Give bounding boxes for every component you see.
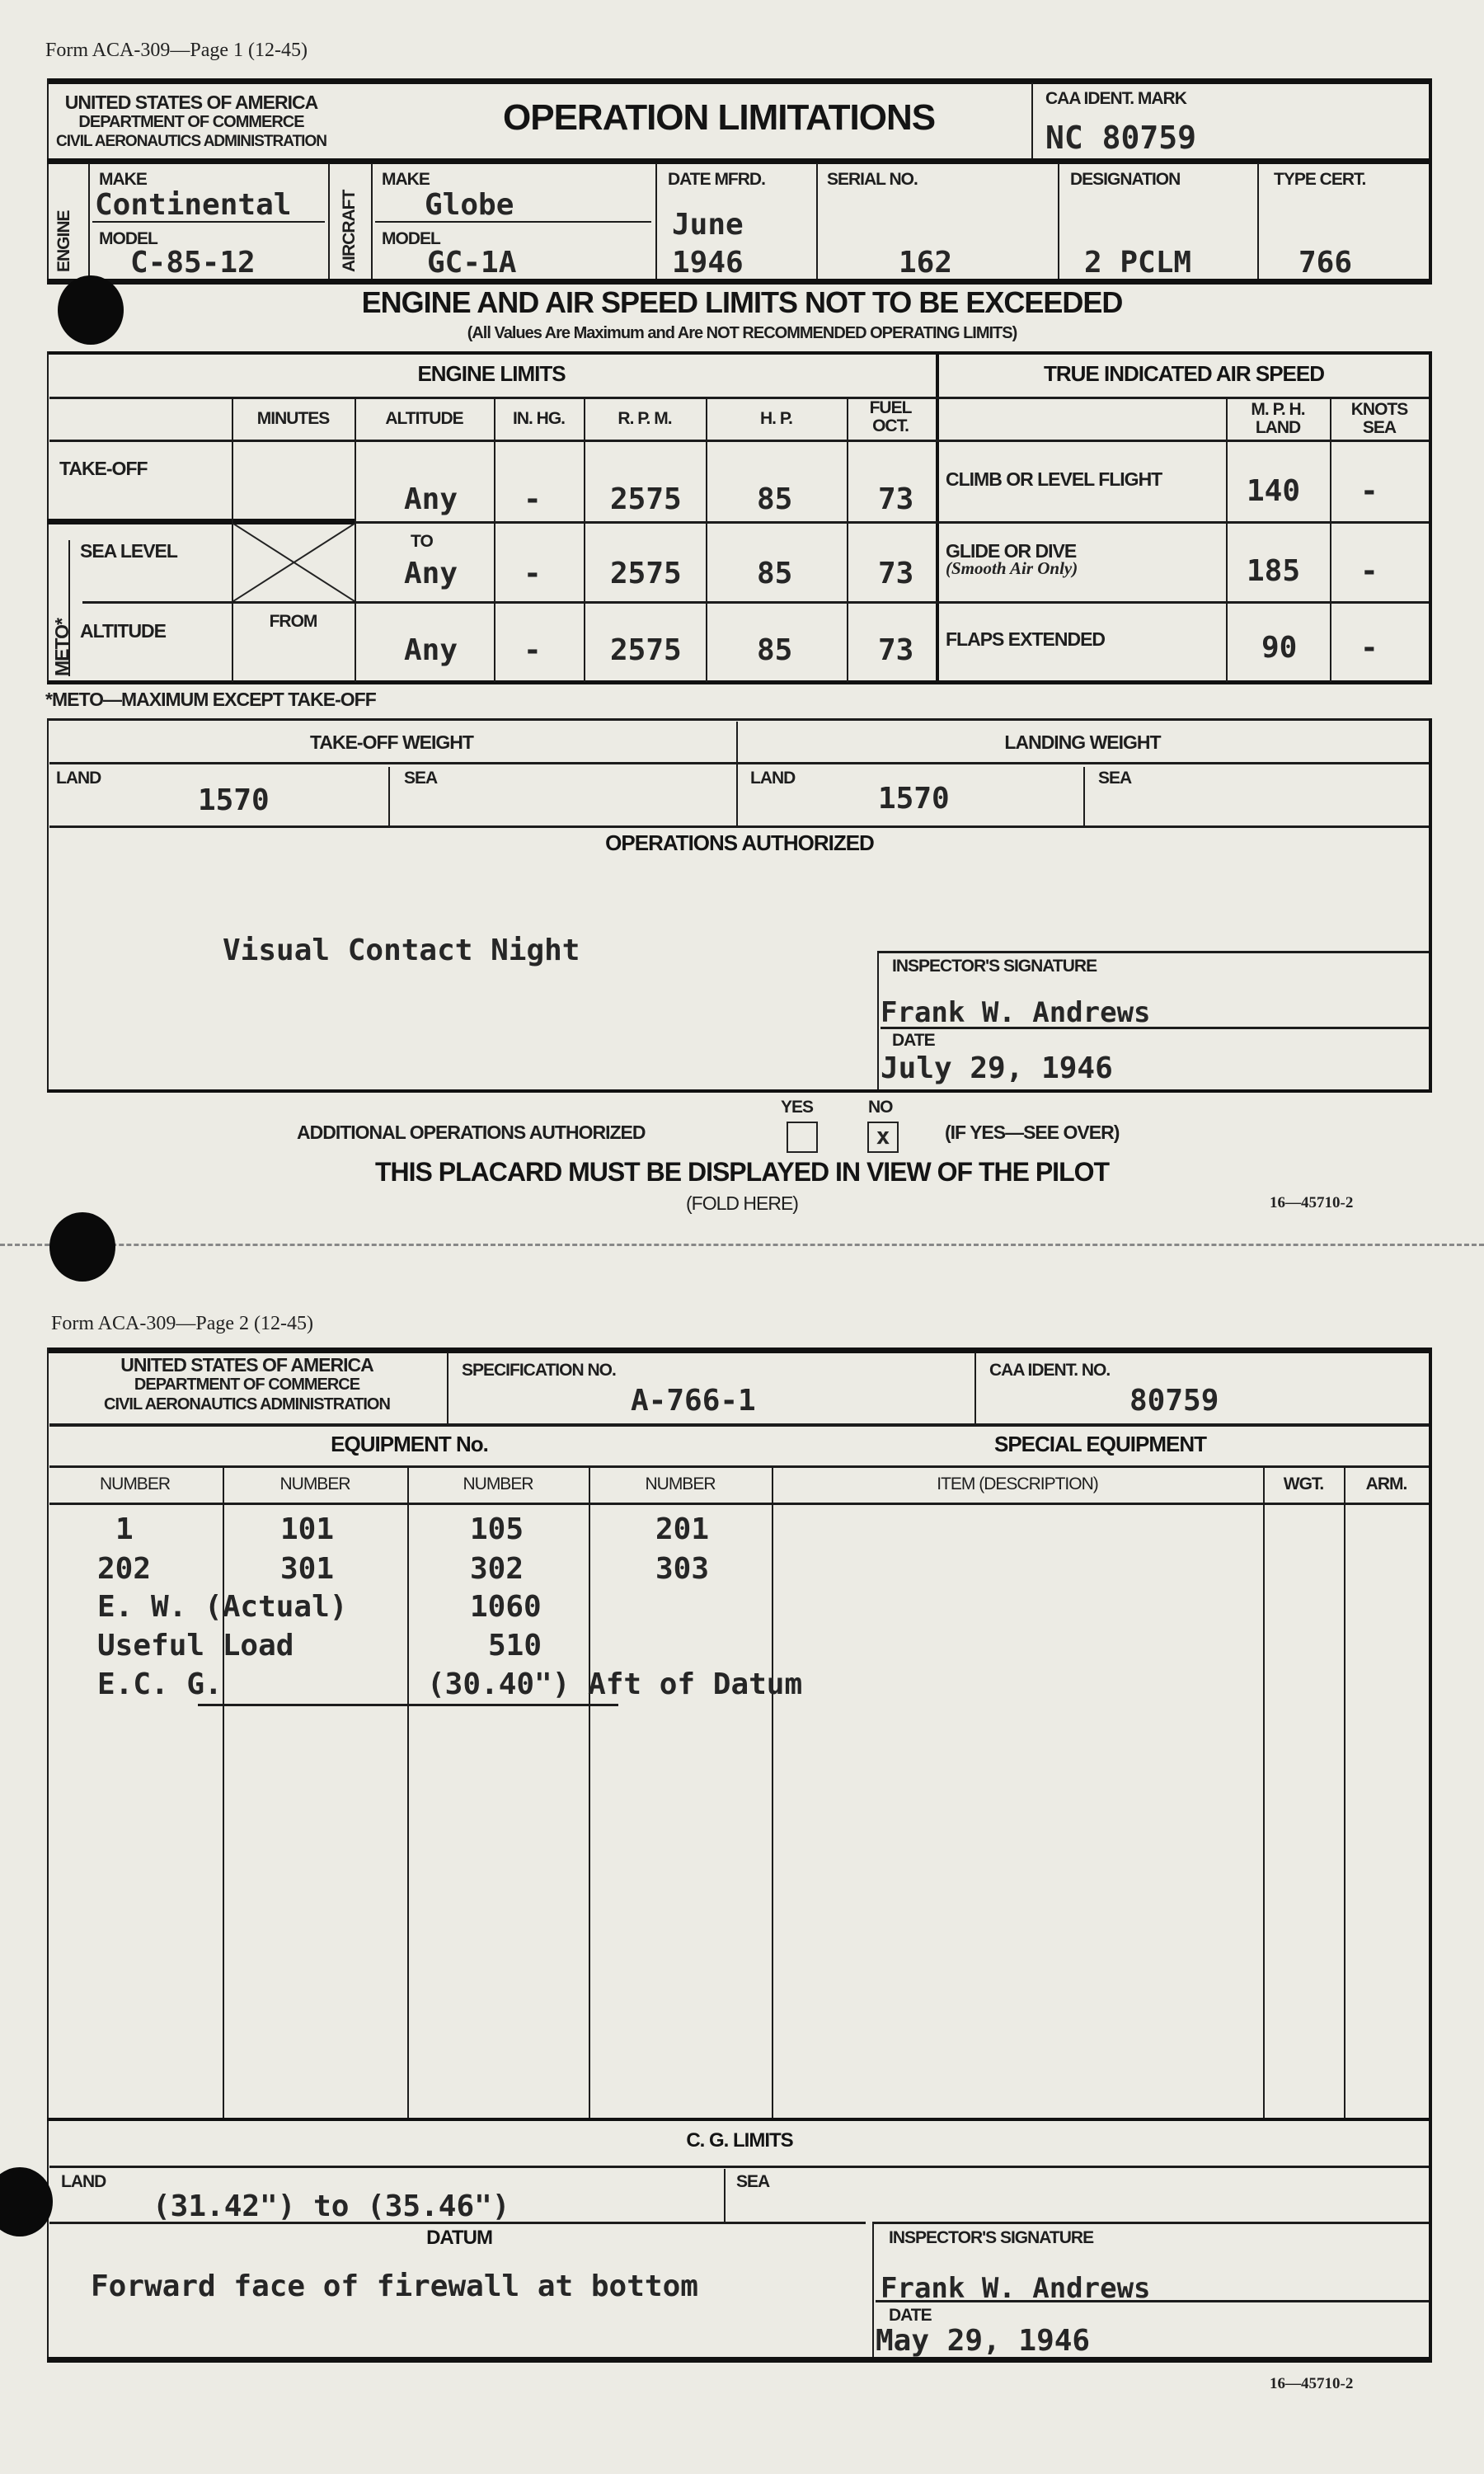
inspector-signature-label: INSPECTOR'S SIGNATURE (889, 2228, 1094, 2247)
meto-footnote: *METO—MAXIMUM EXCEPT TAKE-OFF (45, 689, 376, 710)
air-speed-header: TRUE INDICATED AIR SPEED (1043, 361, 1325, 386)
col-arm: ARM. (1365, 1475, 1407, 1493)
fold-here-label: (FOLD HERE) (686, 1192, 798, 1214)
cg-sea-label: SEA (736, 2172, 770, 2191)
rule-line (1058, 163, 1059, 279)
cg-land-label: LAND (61, 2172, 106, 2191)
serial-label: SERIAL NO. (827, 170, 918, 189)
equipment-number: 105 (470, 1512, 524, 1546)
landing-land-label: LAND (750, 769, 796, 788)
limits-subtitle: (All Values Are Maximum and Are NOT RECOMMENDED OPERATING LIMITS) (467, 324, 1017, 342)
date-mfrd-year: 1946 (672, 246, 744, 280)
rule-line (47, 351, 1432, 355)
engine-side-label: ENGINE (54, 210, 73, 272)
equipment-number: 302 (470, 1552, 524, 1586)
col-mph-line: LAND (1255, 418, 1301, 437)
altitude-value: Any (404, 482, 458, 516)
rule-line (355, 399, 356, 682)
rule-line (49, 762, 1429, 764)
ecg-underline (198, 1704, 618, 1706)
rule-line (936, 355, 939, 682)
punch-hole (0, 2167, 53, 2236)
rule-line (816, 163, 818, 279)
mph-value: 185 (1247, 554, 1301, 588)
ecg-label: E.C. G. (97, 1667, 223, 1701)
mph-value: 90 (1261, 631, 1298, 665)
col-altitude: ALTITUDE (385, 409, 463, 428)
date-value: May 29, 1946 (876, 2324, 1091, 2358)
rule-line (371, 163, 373, 279)
col-hp: H. P. (760, 409, 792, 428)
operations-authorized-label: OPERATIONS AUTHORIZED (605, 830, 874, 855)
datum-label: DATUM (426, 2227, 492, 2249)
rule-line (47, 1089, 1432, 1093)
no-check-mark: x (876, 1122, 890, 1150)
equipment-number: 301 (280, 1552, 335, 1586)
rpm-value: 2575 (610, 557, 682, 590)
fuel-oct-value: 73 (878, 557, 914, 590)
date-mfrd-label: DATE MFRD. (668, 170, 765, 189)
specification-value: A-766-1 (631, 1384, 756, 1418)
rule-line (47, 718, 49, 1091)
equipment-number: 202 (97, 1552, 152, 1586)
engine-model-label: MODEL (99, 229, 157, 248)
rule-line (47, 78, 49, 285)
rule-line (494, 399, 495, 682)
rule-line (49, 1503, 1429, 1505)
rule-line (589, 1468, 590, 2119)
agency-line: UNITED STATES OF AMERICA (120, 1354, 373, 1376)
equipment-number: 101 (280, 1512, 335, 1546)
rule-line (47, 680, 1432, 684)
meto-label: METO* (51, 618, 73, 676)
rule-line (47, 718, 1432, 721)
rule-line (49, 825, 1429, 828)
rule-line (1429, 1348, 1432, 2359)
rule-line (88, 163, 90, 279)
aircraft-side-label: AIRCRAFT (340, 190, 359, 272)
rule-line (47, 2118, 1432, 2121)
rule-line (47, 158, 1432, 164)
hp-value: 85 (757, 633, 793, 667)
rule-line (655, 163, 657, 279)
rule-line (1083, 767, 1085, 825)
hp-value: 85 (757, 482, 793, 516)
col-minutes: MINUTES (256, 409, 330, 428)
rule-line (49, 440, 1429, 442)
in-hg-value: - (524, 633, 542, 667)
cg-limits-label: C. G. LIMITS (686, 2129, 793, 2152)
airspeed-row-label: CLIMB OR LEVEL FLIGHT (946, 468, 1162, 490)
rule-line (1429, 351, 1432, 683)
agency-line: DEPARTMENT OF COMMERCE (134, 1376, 360, 1394)
equipment-header: EQUIPMENT No. (331, 1432, 488, 1456)
agency-block (51, 1355, 443, 1414)
inspector-signature-value: Frank W. Andrews (881, 2272, 1151, 2305)
rpm-value: 2575 (610, 633, 682, 667)
equipment-number: 1 (115, 1512, 134, 1546)
form-number: 16—45710-2 (1270, 1194, 1354, 1211)
date-value: July 29, 1946 (881, 1051, 1113, 1085)
col-knots-line: KNOTS (1350, 400, 1408, 419)
row-label-takeoff: TAKE-OFF (59, 458, 148, 479)
empty-weight-label: E. W. (Actual) (97, 1590, 348, 1624)
knots-value: - (1360, 554, 1378, 588)
knots-value: - (1360, 474, 1378, 508)
hp-value: 85 (757, 557, 793, 590)
inspector-signature-label: INSPECTOR'S SIGNATURE (892, 957, 1097, 976)
col-fuel-oct: FUEL OCT. (869, 398, 912, 435)
fold-line (0, 1244, 1484, 1246)
rule-line (1257, 163, 1259, 279)
engine-make-value: Continental (95, 188, 292, 222)
punch-hole (49, 1212, 115, 1282)
agency-block (51, 92, 331, 152)
equipment-number: 201 (655, 1512, 710, 1546)
airspeed-row-label: GLIDE OR DIVE (946, 540, 1077, 562)
rule-line (49, 397, 1429, 399)
if-yes-note: (IF YES—SEE OVER) (945, 1122, 1120, 1143)
fuel-oct-value: 73 (878, 482, 914, 516)
rule-line (47, 78, 1432, 84)
in-hg-value: - (524, 557, 542, 590)
rule-line (772, 1468, 773, 2119)
row-label-sea-level: SEA LEVEL (80, 540, 177, 562)
no-label: NO (868, 1098, 893, 1117)
aircraft-model-value: GC-1A (427, 246, 517, 280)
serial-value: 162 (899, 246, 953, 280)
caa-ident-value: NC 80759 (1045, 120, 1197, 156)
rule-line (49, 1423, 1429, 1427)
rule-line (328, 163, 330, 279)
rule-line (47, 2357, 1432, 2363)
special-equipment-header: SPECIAL EQUIPMENT (993, 1432, 1206, 1456)
col-rpm: R. P. M. (618, 409, 672, 428)
rule-line (388, 767, 390, 825)
col-wgt: WGT. (1283, 1475, 1324, 1493)
rule-line (49, 2166, 1429, 2168)
engine-limits-header: ENGINE LIMITS (417, 361, 566, 386)
rpm-value: 2575 (610, 482, 682, 516)
agency-line: CIVIL AERONAUTICS ADMINISTRATION (104, 1395, 390, 1413)
aircraft-make-label: MAKE (382, 170, 430, 189)
aircraft-model-label: MODEL (382, 229, 440, 248)
row-label-altitude: ALTITUDE (80, 620, 167, 642)
rule-line (47, 279, 1432, 285)
rule-line (47, 1348, 1432, 1353)
empty-weight-value: 1060 (470, 1590, 542, 1624)
additional-ops-label: ADDITIONAL OPERATIONS AUTHORIZED (297, 1122, 646, 1143)
col-in-hg: IN. HG. (512, 409, 565, 428)
rule-line (847, 399, 848, 682)
from-label: FROM (269, 612, 317, 631)
ecg-value: (30.40") Aft of Datum (427, 1667, 803, 1701)
to-label: TO (411, 532, 433, 551)
rule-line (1226, 399, 1228, 682)
agency-line: CIVIL AERONAUTICS ADMINISTRATION (56, 133, 326, 150)
takeoff-land-label: LAND (56, 769, 101, 788)
rule-line (872, 2222, 1429, 2224)
takeoff-weight-land-value: 1570 (198, 783, 270, 817)
engine-make-label: MAKE (99, 170, 147, 189)
rule-line (47, 351, 49, 683)
rule-line (1263, 1468, 1265, 2119)
agency-line: DEPARTMENT OF COMMERCE (78, 113, 304, 131)
agency-line: UNITED STATES OF AMERICA (64, 92, 318, 113)
cg-land-value: (31.42") to (35.46") (153, 2189, 510, 2223)
date-label: DATE (892, 1031, 935, 1050)
specification-label: SPECIFICATION NO. (462, 1361, 616, 1380)
rule-line (584, 399, 585, 682)
takeoff-weight-label: TAKE-OFF WEIGHT (310, 731, 473, 753)
rule-line (223, 1468, 224, 2119)
rule-line (706, 399, 707, 682)
rule-line (724, 2169, 726, 2222)
rule-line (1031, 82, 1033, 158)
caa-ident-label: CAA IDENT. MARK (1045, 89, 1186, 108)
useful-load-label: Useful Load (97, 1629, 294, 1663)
date-mfrd-month: June (672, 208, 744, 242)
in-hg-value: - (524, 482, 542, 516)
mph-value: 140 (1247, 474, 1301, 508)
type-cert-label: TYPE CERT. (1274, 170, 1366, 189)
form-label: Form ACA-309—Page 1 (12-45) (45, 40, 308, 61)
altitude-value: Any (404, 633, 458, 667)
airspeed-row-label: FLAPS EXTENDED (946, 628, 1106, 650)
col-knots-line: SEA (1362, 418, 1397, 437)
landing-weight-label: LANDING WEIGHT (1004, 731, 1161, 753)
rule-line (1429, 718, 1432, 1091)
rule-line (1429, 78, 1432, 285)
placard-notice: THIS PLACARD MUST BE DISPLAYED IN VIEW OF THE PILOT (374, 1157, 1110, 1187)
form-label: Form ACA-309—Page 2 (12-45) (51, 1313, 313, 1334)
designation-label: DESIGNATION (1070, 170, 1181, 189)
no-checkbox[interactable] (867, 1122, 899, 1153)
rule-line (407, 1468, 409, 2119)
col-mph-line: M. P. H. (1251, 400, 1305, 419)
rule-line (974, 1352, 976, 1423)
col-number: NUMBER (645, 1475, 716, 1493)
airspeed-row-note: (Smooth Air Only) (946, 558, 1078, 578)
rule-line (49, 1465, 1429, 1468)
page-title: OPERATION LIMITATIONS (503, 97, 936, 138)
inspector-signature-value: Frank W. Andrews (881, 996, 1151, 1029)
date-label: DATE (889, 2306, 932, 2325)
rule-line (872, 2222, 874, 2359)
fuel-oct-value: 73 (878, 633, 914, 667)
rule-line (447, 1352, 448, 1423)
aircraft-make-value: Globe (425, 188, 514, 222)
crossed-cell-icon (233, 524, 355, 601)
useful-load-value: 510 (488, 1629, 542, 1663)
caa-ident-label: CAA IDENT. NO. (989, 1361, 1111, 1380)
landing-weight-land-value: 1570 (878, 782, 950, 816)
rule-line (1344, 1468, 1345, 2119)
form-number: 16—45710-2 (1270, 2375, 1354, 2392)
col-mph-land (1226, 401, 1330, 437)
designation-value: 2 PCLM (1084, 246, 1192, 280)
col-item-description: ITEM (DESCRIPTION) (937, 1475, 1098, 1493)
datum-value: Forward face of firewall at bottom (91, 2269, 698, 2303)
rule-line (877, 951, 879, 1089)
operations-value: Visual Contact Night (223, 934, 580, 967)
knots-value: - (1360, 631, 1378, 665)
col-number: NUMBER (279, 1475, 350, 1493)
limits-title: ENGINE AND AIR SPEED LIMITS NOT TO BE EXCEEDED (361, 285, 1123, 319)
engine-model-value: C-85-12 (130, 246, 256, 280)
yes-checkbox[interactable] (787, 1122, 818, 1153)
takeoff-sea-label: SEA (404, 769, 438, 788)
yes-label: YES (781, 1098, 814, 1117)
rule-line (1330, 399, 1331, 682)
col-number: NUMBER (99, 1475, 170, 1493)
caa-ident-value: 80759 (1129, 1384, 1219, 1418)
landing-sea-label: SEA (1098, 769, 1132, 788)
col-knots-sea (1330, 401, 1429, 437)
equipment-number: 303 (655, 1552, 710, 1586)
col-number: NUMBER (463, 1475, 533, 1493)
altitude-value: Any (404, 557, 458, 590)
rule-line (877, 951, 1429, 953)
punch-hole (58, 275, 124, 345)
type-cert-value: 766 (1298, 246, 1353, 280)
